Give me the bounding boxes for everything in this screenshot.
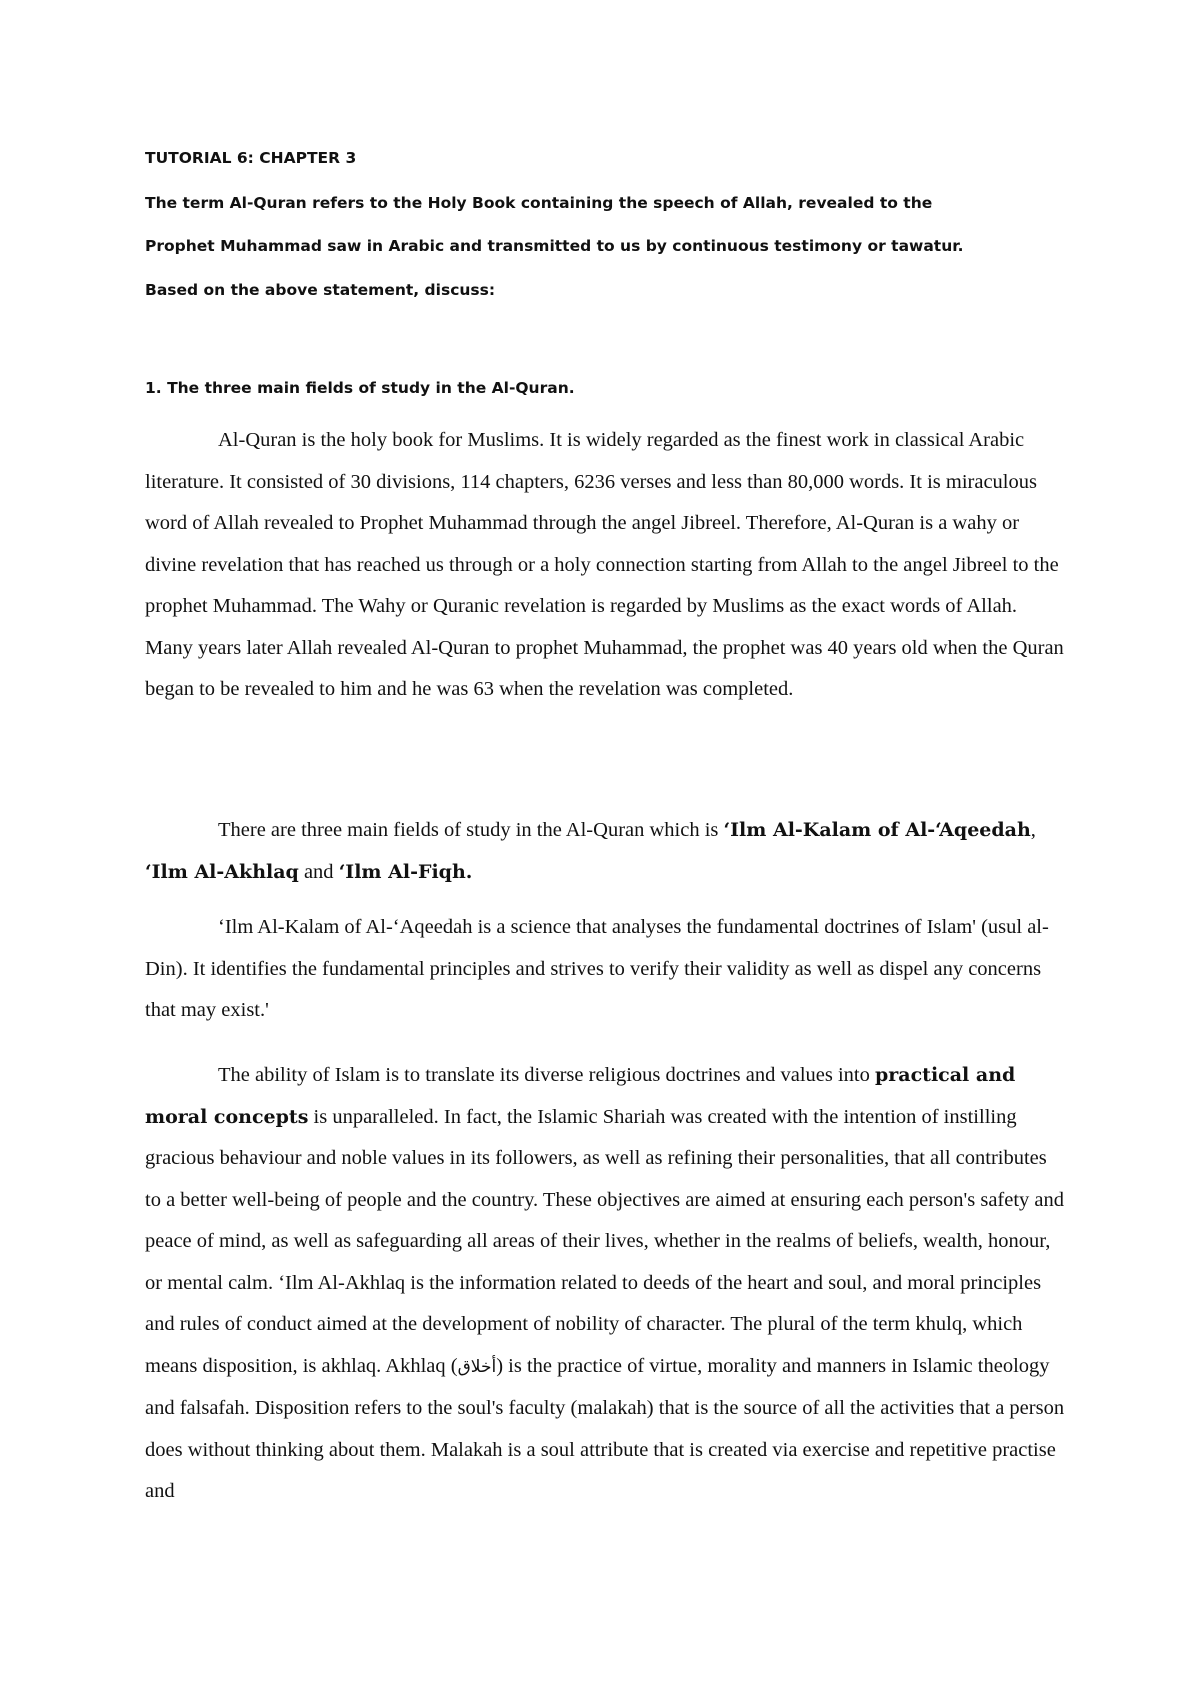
paragraph-4-block — [145, 1055, 1065, 1513]
field-fiqh: ‘Ilm Al-Fiqh. — [338, 860, 473, 883]
paragraph-3-block — [145, 907, 1065, 1032]
separator-2: and — [298, 860, 339, 883]
paragraph-4-body: is unparalleled. In fact, the Islamic Shariah was created with the intention of instilling gracious behaviour and noble values in its followers, as well as refining their personalities, that all contributes to a better well-being of people and the country. These objectives are aimed at ensuring each person's safety and peace of mind, as well as safeguarding all areas of their lives, whether in the realms of beliefs, wealth, honour, or mental calm. ‘Ilm Al-Akhlaq is the information related to deeds of the heart and soul, and moral principles and rules of conduct aimed at the development of nobility of character. The plural of the term khulq, which means disposition, is akhlaq. Akhlaq ( — [145, 1105, 1065, 1377]
tutorial-title: TUTORIAL 6: CHAPTER 3 — [145, 149, 357, 167]
paragraph-2 — [145, 810, 1065, 893]
intro-line-3: Based on the above statement, discuss: — [145, 281, 496, 299]
paragraph-1: Al-Quran is the holy book for Muslims. It is widely regarded as the finest work in classical Arabic literature. It consisted of 30 divisions, 114 chapters, 6236 verses and less than 80,000 words. It is miraculous word of Allah revealed to Prophet Muhammad through the angel Jibreel. Therefore, Al-Quran is a wahy or divine revelation that has reached us through or a holy connection starting from Allah to the angel Jibreel to the prophet Muhammad. The Wahy or Quranic revelation is regarded by Muslims as the exact words of Allah. Many years later Allah revealed Al-Quran to prophet Muhammad, the prophet was 40 years old when the Quran began to be revealed to him and he was 63 when the revelation was completed. — [145, 429, 1064, 700]
intro-line-2: Prophet Muhammad saw in Arabic and transmitted to us by continuous testimony or tawatur. — [145, 237, 964, 255]
paragraph-2-lead: There are three main fields of study in the Al-Quran which is — [218, 819, 724, 841]
paragraph-3: ‘Ilm Al-Kalam of Al-‘Aqeedah is a science that analyses the fundamental doctrines of Islam' (usul al-Din). It identifies the fundamental principles and strives to verify their validity as well as dispel any concerns that may exist.' — [145, 916, 1049, 1021]
arabic-akhlaq: أخلاق — [457, 1356, 497, 1377]
paragraph-4-lead: The ability of Islam is to translate its diverse religious doctrines and values into — [218, 1064, 875, 1086]
question-1-heading: 1. The three main fields of study in the Al-Quran. — [145, 379, 575, 397]
field-akhlaq: ‘Ilm Al-Akhlaq — [145, 860, 299, 883]
intro-line-1: The term Al-Quran refers to the Holy Book containing the speech of Allah, revealed to the — [145, 194, 933, 212]
paragraph-2-block — [145, 810, 1065, 893]
practical-moral-concepts: practical and moral concepts — [145, 1064, 1016, 1128]
separator-1: , — [1030, 819, 1036, 841]
paragraph-4-tail: ) is the practice of virtue, morality and manners in Islamic theology and falsafah. Disposition refers to the soul's faculty (malakah) that is the source of all the activities that a person does without thinking about them. Malakah is a soul attribute that is created via exercise and repetitive practise and — [145, 1354, 1065, 1502]
paragraph-1-block — [145, 420, 1065, 711]
field-kalam: ‘Ilm Al-Kalam of Al-‘Aqeedah — [723, 819, 1031, 841]
paragraph-4 — [145, 1055, 1065, 1513]
